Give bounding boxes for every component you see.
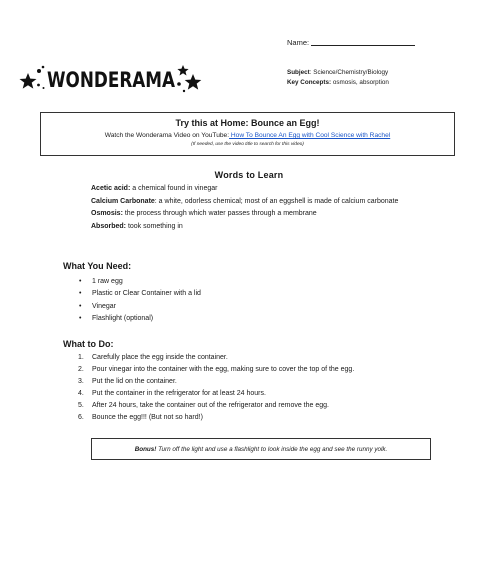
key-concepts-value: osmosis, absorption [331, 79, 389, 86]
step-item [78, 412, 354, 424]
vocab-item [91, 196, 431, 209]
key-concepts-label: Key Concepts: [287, 79, 332, 86]
name-label: Name: [287, 38, 310, 47]
vocab-term: Osmosis: [91, 210, 123, 218]
words-heading: Words to Learn [214, 170, 284, 180]
step-number: 2. [78, 365, 84, 373]
step-text: Pour vinegar into the container with the egg, making sure to cover the top of the egg. [92, 365, 355, 373]
step-number: 6. [78, 413, 84, 421]
vocab-term: Calcium Carbonate [91, 197, 155, 205]
step-item [78, 364, 354, 376]
bonus-box [91, 438, 431, 460]
step-item [78, 352, 354, 364]
watch-text: Watch the Wonderama Video on YouTube: [104, 132, 230, 139]
what-to-do-heading: What to Do: [63, 339, 114, 349]
vocab-definition: the process through which water passes through a membrane [122, 210, 317, 218]
step-item [78, 376, 354, 388]
step-item [78, 388, 354, 400]
step-text: Put the lid on the container. [92, 377, 177, 385]
list-item: • Plastic or Clear Container with a lid [78, 288, 201, 300]
list-item: • 1 raw egg [78, 276, 201, 288]
name-blank-line[interactable] [311, 45, 415, 46]
vocab-term: Absorbed: [91, 222, 126, 230]
activity-title: Try this at Home: Bounce an Egg! [175, 118, 320, 128]
step-text: Bounce the egg!!! (But not so hard!) [92, 413, 203, 421]
vocab-item [91, 208, 431, 221]
wonderama-logo [18, 59, 202, 95]
step-item [78, 400, 354, 412]
bonus-label: Bonus! [134, 445, 157, 453]
vocab-item [91, 221, 431, 234]
vocab-item [91, 183, 431, 196]
bonus-text: Turn off the light and use a flashlight to look inside the egg and see the runny yolk. [156, 445, 388, 453]
step-number: 3. [78, 377, 84, 385]
step-text: After 24 hours, take the container out of the refrigerator and remove the egg. [92, 401, 329, 409]
materials-list [78, 276, 201, 325]
vocab-definition: : a white, odorless chemical; most of an eggshell is made of calcium carbonate [154, 197, 399, 205]
list-item: • Flashlight (optional) [78, 313, 201, 325]
video-line [41, 132, 454, 139]
video-box [40, 112, 455, 156]
vocab-term: Acetic acid: [91, 185, 131, 192]
key-concepts-line [287, 78, 389, 88]
name-field[interactable] [287, 38, 415, 47]
subject-label: Subject [287, 69, 310, 76]
step-text: Put the container in the refrigerator for at least 24 hours. [92, 389, 266, 397]
steps-list [78, 352, 354, 423]
vocab-definition: a chemical found in vinegar [130, 185, 218, 192]
step-number: 4. [78, 389, 84, 397]
subject-value: : Science/Chemistry/Biology [309, 69, 389, 76]
logo-wordmark: WONDERAMA [47, 68, 176, 92]
video-note: (If needed, use the video title to search for this video) [191, 142, 304, 147]
what-you-need-heading: What You Need: [63, 261, 132, 271]
vocab-definition: took something in [126, 222, 183, 230]
subject-info [287, 68, 389, 88]
subject-line [287, 68, 389, 78]
step-text: Carefully place the egg inside the container. [92, 354, 228, 361]
step-number: 5. [78, 401, 84, 409]
bonus-content [135, 446, 388, 453]
vocabulary-list [91, 183, 431, 233]
list-item: • Vinegar [78, 301, 201, 313]
video-link[interactable]: How To Bounce An Egg with Cool Science with Rachel [229, 132, 391, 139]
step-number: 1. [78, 354, 84, 361]
wonderama-logo-graphic [18, 59, 202, 95]
